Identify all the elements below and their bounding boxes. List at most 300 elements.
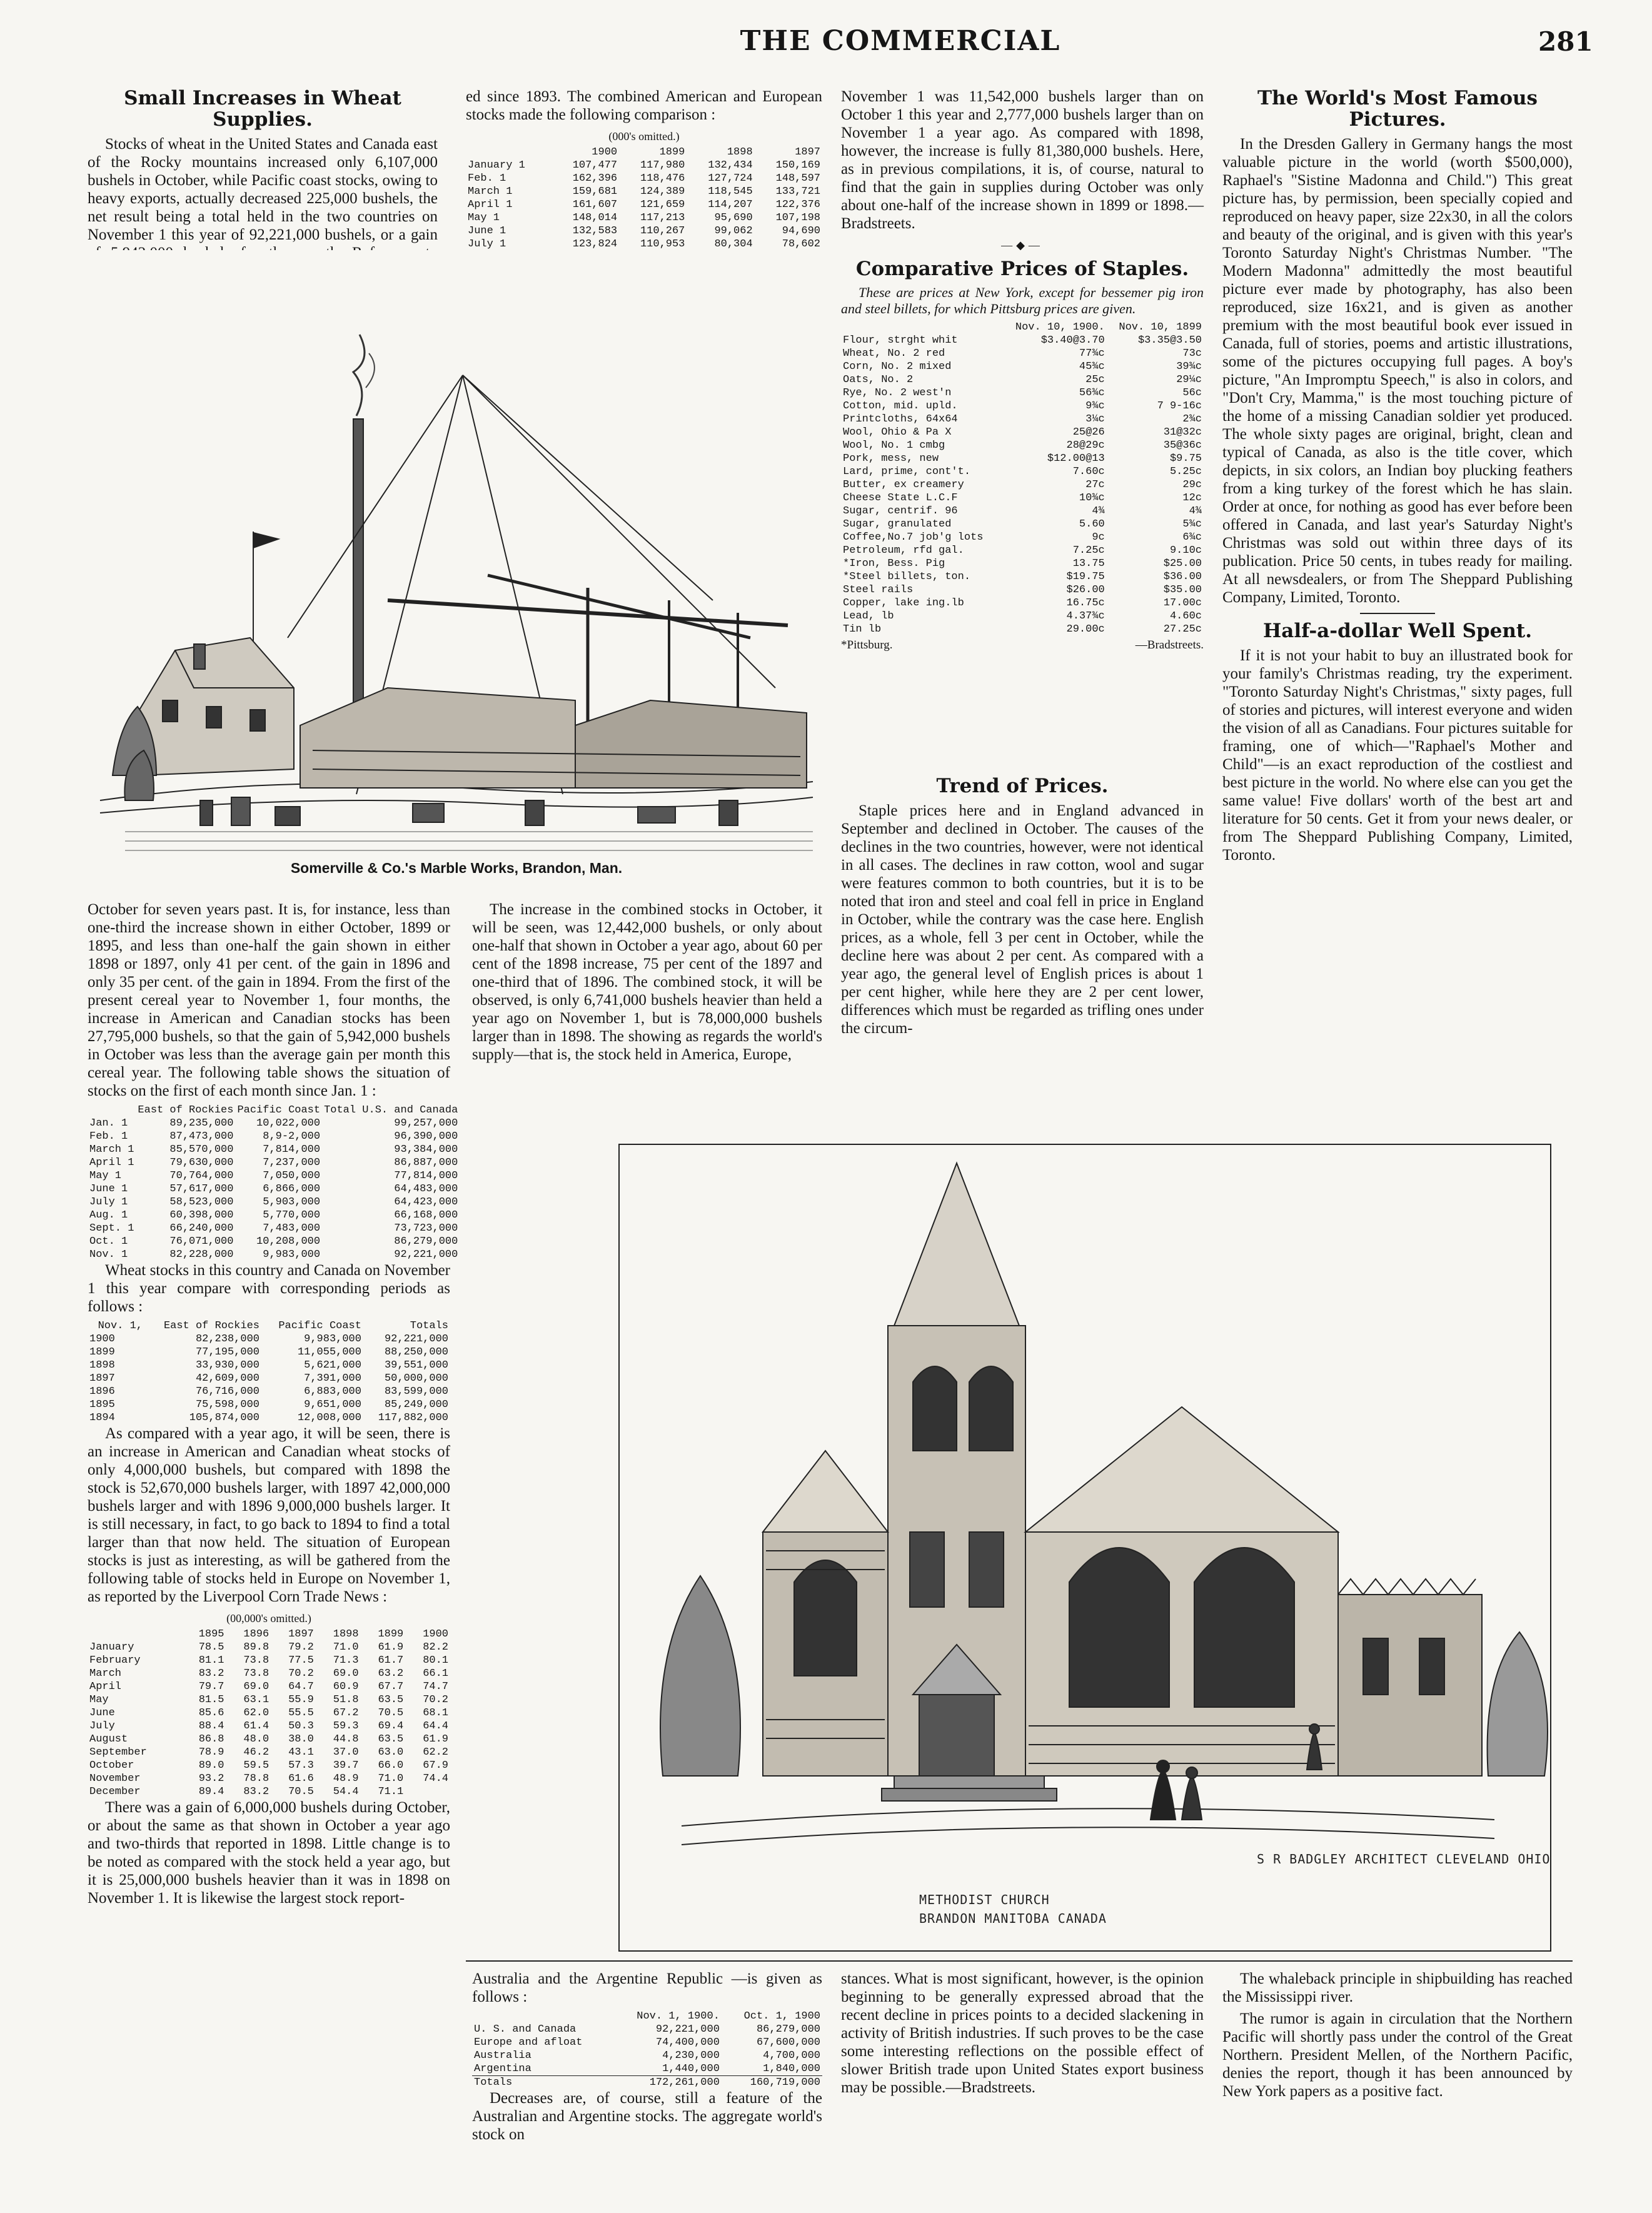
world-stock-body-1: Australia and the Argentine Republic —is given as follows :: [472, 1970, 822, 2005]
column-header: Nov. 10, 1900.: [1015, 321, 1105, 333]
table-row: [841, 610, 1204, 623]
table-cell: 1894: [89, 1412, 115, 1424]
wheat-bottom-body-2: Wheat stocks in this country and Canada on November 1 this year compare with corresponding periods as follows :: [88, 1262, 450, 1315]
table-row: [841, 531, 1204, 544]
table-row: [841, 452, 1204, 465]
table-cell: 117,213: [640, 212, 685, 224]
marble-works-caption: Somerville & Co.'s Marble Works, Brandon, Man.: [290, 860, 623, 876]
table-cell: June: [89, 1707, 115, 1719]
table-row: [88, 1680, 450, 1693]
world-stock-table: [472, 2010, 822, 2089]
table-cell: 67,600,000: [756, 2037, 820, 2049]
table-cell: 71.0: [378, 1773, 404, 1785]
column-header: Nov. 1,: [98, 1320, 143, 1332]
table-cell: 9c: [1092, 532, 1105, 543]
table-cell: 11,055,000: [297, 1346, 361, 1358]
headline-staples: Comparative Prices of Staples.: [855, 258, 1189, 280]
table-row: [841, 544, 1204, 557]
table-cell: 64,423,000: [394, 1196, 458, 1208]
table-row: [88, 1359, 450, 1372]
table-cell: 55.9: [288, 1694, 314, 1706]
table-cell: 78.8: [243, 1773, 269, 1785]
page-number: 281: [1538, 26, 1593, 57]
table-cell: 79.7: [198, 1681, 224, 1693]
table-cell: March 1: [89, 1144, 134, 1156]
table-row: [841, 465, 1204, 478]
monthly-stocks-table: [88, 1104, 460, 1261]
table-cell: 78,602: [782, 238, 820, 250]
table-cell: 7.60c: [1072, 466, 1105, 478]
table-row: [88, 1411, 450, 1424]
table-cell: 82.2: [423, 1641, 448, 1653]
table-cell: Steel rails: [843, 584, 914, 596]
table-cell: 39¾c: [1176, 361, 1202, 373]
table-cell: 28@29c: [1066, 440, 1105, 451]
table-row: [88, 1130, 460, 1143]
table-cell: 1899: [89, 1346, 115, 1358]
table-cell: Aug. 1: [89, 1209, 128, 1221]
table-cell: 94,690: [782, 225, 820, 237]
table-cell: 123,824: [572, 238, 618, 250]
table-cell: 9,983,000: [263, 1249, 321, 1261]
table-cell: 63.5: [378, 1694, 404, 1706]
table-cell: May 1: [89, 1170, 122, 1182]
table-cell: 63.1: [243, 1694, 269, 1706]
table-cell: 60.9: [333, 1681, 359, 1693]
table-cell: 69.0: [333, 1668, 359, 1680]
table-cell: 83,599,000: [384, 1386, 448, 1398]
staples-price-table: [841, 321, 1204, 636]
wheat-continued-body: November 1 was 11,542,000 bushels larger than on October 1 this year and 2,777,000 bushels larger than on November 1 a year ago. As compared with 1898, however, the increase is fully 81,380,000 bushels. Here, as in previous compilations, it is, of course, natural to find that the gain in supplies during October was only about one-half of the increase shown in 1899 or 1898.—Bradstreets.: [841, 88, 1204, 232]
column-header: Totals: [410, 1320, 448, 1332]
table-cell: 110,267: [640, 225, 685, 237]
table-body: [88, 1641, 450, 1798]
table-row: [466, 224, 822, 238]
masthead-title: THE COMMERCIAL: [740, 25, 1061, 57]
wheat-bottom-body-4: There was a gain of 6,000,000 bushels during October, or about the same as that shown in October a year ago and two-thirds that reported in 1898. Little change is to be noted as compared with the stock held a year ago, but it is 25,000,000 bushels heavier than it was in 1898 on November 1. It is likewise the largest stock report-: [88, 1799, 450, 1907]
table-cell: 58,523,000: [169, 1196, 234, 1208]
table-cell: Petroleum, rfd gal.: [843, 545, 964, 557]
table-cell: 35@36c: [1163, 440, 1202, 451]
table-row: [88, 1693, 450, 1706]
table-cell: 150,169: [775, 159, 820, 171]
headline-half-dollar: Half-a-dollar Well Spent.: [1262, 620, 1533, 642]
headline-famous-pictures: The World's Most Famous Pictures.: [1257, 87, 1538, 131]
headline-wheat-supplies: Small Increases in Wheat Supplies.: [124, 87, 401, 131]
table-body: [472, 2023, 822, 2076]
table-cell: 1898: [89, 1359, 115, 1371]
table-cell: 44.8: [333, 1733, 359, 1745]
section-rule: [1360, 613, 1435, 614]
table-row: [472, 2036, 822, 2049]
table-row: [841, 491, 1204, 505]
table-cell: 67.7: [378, 1681, 404, 1693]
table-cell: 50.3: [288, 1720, 314, 1732]
column-header: [88, 1628, 181, 1641]
table-cell: Butter, ex creamery: [843, 479, 964, 491]
article-wheat-continued: [841, 88, 1204, 769]
table-row: [841, 334, 1204, 347]
table-body: [88, 1117, 460, 1261]
table-cell: 51.8: [333, 1694, 359, 1706]
table-cell: 122,376: [775, 199, 820, 211]
table-cell: 27.25c: [1163, 623, 1202, 635]
table-cell: 7,391,000: [304, 1373, 361, 1384]
table-cell: 92,221,000: [394, 1249, 458, 1261]
table-cell: $36.00: [1163, 571, 1202, 583]
article-brief-notes: [1222, 1970, 1573, 2176]
table-cell: 92,221,000: [655, 2024, 720, 2035]
table-cell: Feb. 1: [468, 173, 506, 184]
table-cell: July 1: [468, 238, 506, 250]
table-cell: 64,483,000: [394, 1183, 458, 1195]
table-cell: February: [89, 1655, 141, 1666]
table-cell: 160,719,000: [750, 2077, 820, 2089]
table-cell: 5.25c: [1169, 466, 1202, 478]
table-header-row: [841, 321, 1204, 334]
combined-stocks-body: ed since 1893. The combined American and European stocks made the following comparison :: [466, 88, 822, 123]
table-cell: 7,814,000: [263, 1144, 321, 1156]
table-cell: 29.00c: [1066, 623, 1105, 635]
table-cell: January 1: [468, 159, 525, 171]
column-header: [472, 2010, 613, 2023]
table-cell: 66,240,000: [169, 1222, 234, 1234]
article-famous-pictures: [1222, 88, 1573, 1126]
table-cell: 89.4: [198, 1786, 224, 1798]
table-cell: Coffee,No.7 job'g lots: [843, 532, 984, 543]
table-cell: 88,250,000: [384, 1346, 448, 1358]
table-row: [841, 386, 1204, 400]
table-row: [841, 505, 1204, 518]
table-cell: 83.2: [243, 1786, 269, 1798]
table-cell: $26.00: [1066, 584, 1105, 596]
table-cell: 78.9: [198, 1747, 224, 1758]
table-row: [88, 1641, 450, 1654]
table-row: [88, 1398, 450, 1411]
table-cell: 8,9-2,000: [263, 1131, 321, 1142]
table-cell: 70,764,000: [169, 1170, 234, 1182]
table-cell: 5¾c: [1182, 518, 1202, 530]
table-cell: 81.5: [198, 1694, 224, 1706]
table-row: [88, 1222, 460, 1235]
table-cell: 107,477: [572, 159, 618, 171]
table-cell: 45¾c: [1079, 361, 1105, 373]
church-caption-line-1: METHODIST CHURCH: [919, 1892, 1050, 1907]
column-header: Nov. 1, 1900.: [637, 2010, 720, 2022]
table-cell: 79,630,000: [169, 1157, 234, 1169]
table-cell: *Iron, Bess. Pig: [843, 558, 945, 570]
table-cell: U. S. and Canada: [474, 2024, 577, 2035]
wheat-supplies-body: Stocks of wheat in the United States and Canada east of the Rocky mountains increased only 6,107,000 bushels in October, while Pacific coast stocks, owing to heavy exports, actually decreased 225,000 bushels, the net result being a total held in the two countries on November 1 this year of 92,221,000 bushels, or a gain: [88, 136, 438, 243]
trend-conclusion-body: stances. What is most significant, however, is the opinion beginning to be generally expressed abroad that the recent decline in prices points to a decided slackening in activity of British industries. If such proves to be the case some interesting reflections on the possible effect of slower British trade upon United States export business may be possible.—Bradstreets.: [841, 1970, 1204, 2096]
table-row: [88, 1772, 450, 1785]
table-cell: 74,400,000: [655, 2037, 720, 2049]
table-cell: $3.40@3.70: [1040, 335, 1105, 346]
table-cell: 29c: [1182, 479, 1202, 491]
half-dollar-body: If it is not your habit to buy an illustrated book for your family's Christmas reading, try the experiment. "Toronto Saturday Night's Christmas," sixty pages, full of stories and pictures, will interest everyone and widen the vision of all as Canadians. Four pictures suitable for framing, one of which—"Raphael's Mother and Child"—is an exact reproduction of the costliest and best picture in the world. No where else can you get the same value! Five dollars' worth of the best art and literature for 50 cents. Get it from your news dealer, or from The Sheppard Publishing Company, Limited, Toronto.: [1222, 647, 1573, 864]
table-cell: 25c: [1085, 374, 1105, 386]
table-cell: 2¾c: [1182, 413, 1202, 425]
table-cell: June 1: [89, 1183, 128, 1195]
table-cell: 96,390,000: [394, 1131, 458, 1142]
table-cell: 63.2: [378, 1668, 404, 1680]
table-cell: 6,883,000: [304, 1386, 361, 1398]
table-cell: 85.6: [198, 1707, 224, 1719]
wheat-bottom-body-3: As compared with a year ago, it will be seen, there is an increase in American and Canadian wheat stocks of only 4,000,000 bushels, but compared with 1898 the stock is 52,670,000 bushels larger, with 1897 42,000,000 bushels larger and with 1896 9,000,000 bushels larger. It is still necessary, in fact, to go back to 1894 to find a total larger than that now held. The situation of European stocks is just as interesting, as will be gathered from the following table of stocks held in Europe on November 1, as reported by the Liverpool Corn Trade News :: [88, 1425, 450, 1605]
table-cell: 7,483,000: [263, 1222, 321, 1234]
table-cell: 27c: [1085, 479, 1105, 491]
table-cell: $12.00@13: [1047, 453, 1105, 465]
table-cell: December: [89, 1786, 141, 1798]
table-row: [88, 1372, 450, 1385]
table-cell: $9.75: [1169, 453, 1202, 465]
table-cell: 66,168,000: [394, 1209, 458, 1221]
column-header: Nov. 10, 1899: [1119, 321, 1202, 333]
bottom-rule: [466, 1960, 1573, 1962]
table-row: [88, 1706, 450, 1720]
table-cell: 159,681: [572, 186, 618, 198]
article-world-stock: [472, 1970, 822, 2182]
table-row: [841, 623, 1204, 636]
table-cell: 89.8: [243, 1641, 269, 1653]
table-cell: 87,473,000: [169, 1131, 234, 1142]
table-cell: 114,207: [708, 199, 753, 211]
table-cell: 118,476: [640, 173, 685, 184]
table-cell: Lard, prime, cont't.: [843, 466, 971, 478]
column-header: Oct. 1, 1900: [743, 2010, 820, 2022]
november-stocks-table: [88, 1319, 450, 1424]
table-cell: Tin lb: [843, 623, 882, 635]
table-cell: 85,570,000: [169, 1144, 234, 1156]
table-cell: 9,983,000: [304, 1333, 361, 1345]
table-row: [88, 1333, 450, 1346]
column-header: East of Rockies: [163, 1320, 259, 1332]
table-cell: Sugar, granulated: [843, 518, 952, 530]
table-row: [841, 413, 1204, 426]
table-cell: [405, 1785, 450, 1798]
table-cell: 62.2: [423, 1747, 448, 1758]
table-cell: 66.1: [423, 1668, 448, 1680]
table-cell: 1,440,000: [662, 2063, 720, 2075]
table-cell: 48.0: [243, 1733, 269, 1745]
table-cell: 1897: [89, 1373, 115, 1384]
table-cell: 7.25c: [1072, 545, 1105, 557]
table-cell: 73,723,000: [394, 1222, 458, 1234]
table-cell: 64.4: [423, 1720, 448, 1732]
table-cell: Sept. 1: [89, 1222, 134, 1234]
table-cell: 76,071,000: [169, 1236, 234, 1248]
table-cell: April 1: [468, 199, 513, 211]
table-row: [88, 1209, 460, 1222]
world-stock-body-2: Decreases are, of course, still a feature of the Australian and Argentine stocks. The aggregate world's stock on: [472, 2090, 822, 2143]
table-row: [88, 1385, 450, 1398]
table-body: [88, 1333, 450, 1424]
table-cell: 57,617,000: [169, 1183, 234, 1195]
table-cell: 61.9: [423, 1733, 448, 1745]
staples-intro: These are prices at New York, except for bessemer pig iron and steel billets, for which Pittsburg prices are given.: [841, 285, 1204, 316]
table-row: [88, 1667, 450, 1680]
table-cell: 86,279,000: [756, 2024, 820, 2035]
table-note: (000's omitted.): [608, 130, 680, 143]
table-row: [841, 518, 1204, 531]
table-cell: 124,389: [640, 186, 685, 198]
table-cell: 69.4: [378, 1720, 404, 1732]
table-row: [841, 439, 1204, 452]
table-cell: 74.7: [423, 1681, 448, 1693]
column-header: Total U.S. and Canada: [324, 1104, 458, 1116]
table-cell: 95,690: [714, 212, 753, 224]
table-cell: 4,700,000: [763, 2050, 820, 2062]
table-cell: 89.0: [198, 1760, 224, 1772]
table-note: (00,000's omitted.): [226, 1612, 311, 1625]
table-cell: Cheese State L.C.F: [843, 492, 958, 504]
table-row: [88, 1248, 460, 1261]
table-cell: 82,228,000: [169, 1249, 234, 1261]
table-cell: $25.00: [1163, 558, 1202, 570]
table-cell: 4¾: [1189, 505, 1202, 517]
table-cell: 6,866,000: [263, 1183, 321, 1195]
table-cell: 50,000,000: [384, 1373, 448, 1384]
northern-pacific-note: The rumor is again in circulation that the Northern Pacific will shortly pass under the control of the Great Northern. President Mellen, of the Northern Pacific, denies the report, though it has been announced by New York papers as a positive fact.: [1222, 2010, 1573, 2100]
table-cell: 1895: [89, 1399, 115, 1411]
table-row: [841, 347, 1204, 360]
table-cell: Nov. 1: [89, 1249, 128, 1261]
table-cell: 121,659: [640, 199, 685, 211]
table-cell: March 1: [468, 186, 513, 198]
table-cell: 7 9-16c: [1157, 400, 1202, 412]
table-cell: 93,384,000: [394, 1144, 458, 1156]
column-header: 1897: [288, 1628, 314, 1640]
table-cell: Wool, Ohio & Pa X: [843, 426, 952, 438]
table-cell: 86,279,000: [394, 1236, 458, 1248]
table-cell: 4.60c: [1169, 610, 1202, 622]
table-cell: April 1: [89, 1157, 134, 1169]
totals-row: [472, 2076, 822, 2090]
table-cell: 66.0: [378, 1760, 404, 1772]
headline-trend-of-prices: Trend of Prices.: [936, 775, 1109, 797]
table-cell: 31@32c: [1163, 426, 1202, 438]
table-row: [466, 238, 822, 251]
table-row: [841, 400, 1204, 413]
table-cell: Cotton, mid. upld.: [843, 400, 958, 412]
table-row: [472, 2062, 822, 2076]
table-row: [466, 185, 822, 198]
table-cell: March: [89, 1668, 122, 1680]
table-row: [466, 172, 822, 185]
table-cell: July: [89, 1720, 115, 1732]
table-cell: 39,551,000: [384, 1359, 448, 1371]
table-cell: Wheat, No. 2 red: [843, 348, 945, 360]
table-cell: Printcloths, 64x64: [843, 413, 958, 425]
table-cell: 92,221,000: [384, 1333, 448, 1345]
table-row: [88, 1156, 460, 1169]
table-cell: January: [89, 1641, 134, 1653]
marble-works-illustration: [88, 250, 825, 888]
article-wheat-continued-bottom: [88, 900, 458, 2182]
table-header-row: [88, 1319, 450, 1333]
table-cell: 73c: [1182, 348, 1202, 360]
column-header: 1897: [795, 146, 820, 158]
table-cell: May: [89, 1694, 109, 1706]
table-cell: 76,716,000: [195, 1386, 259, 1398]
table-cell: 12,008,000: [297, 1412, 361, 1424]
table-cell: 25@26: [1072, 426, 1105, 438]
table-cell: 37.0: [333, 1747, 359, 1758]
table-row: [841, 570, 1204, 583]
church-engraving: [619, 1144, 1551, 1951]
table-cell: 59.3: [333, 1720, 359, 1732]
column-header: 1898: [727, 146, 753, 158]
table-cell: 70.2: [423, 1694, 448, 1706]
table-cell: 80,304: [714, 238, 753, 250]
table-row: [472, 2049, 822, 2062]
table-cell: 81.1: [198, 1655, 224, 1666]
table-cell: Argentina: [474, 2063, 531, 2075]
table-header-row: [88, 1628, 450, 1641]
section-divider: —◆—: [1001, 239, 1044, 251]
table-cell: 4,230,000: [662, 2050, 720, 2062]
architect-signature: S R BADGLEY ARCHITECT CLEVELAND OHIO: [1257, 1852, 1551, 1867]
table-cell: 12c: [1182, 492, 1202, 504]
table-cell: *Steel billets, ton.: [843, 571, 971, 583]
table-cell: April: [89, 1681, 122, 1693]
staples-footer: [841, 636, 1204, 654]
table-row: [841, 478, 1204, 491]
table-cell: 77¾c: [1079, 348, 1105, 360]
table-cell: 148,597: [775, 173, 820, 184]
table-cell: 67.2: [333, 1707, 359, 1719]
table-row: [472, 2023, 822, 2036]
table-cell: November: [89, 1773, 141, 1785]
table-row: [88, 1196, 460, 1209]
table-cell: 132,583: [572, 225, 618, 237]
column-header: 1898: [333, 1628, 359, 1640]
table-cell: 63.0: [378, 1747, 404, 1758]
table-cell: 71.3: [333, 1655, 359, 1666]
table-cell: 61.9: [378, 1641, 404, 1653]
table-cell: 75,598,000: [195, 1399, 259, 1411]
table-cell: 7,237,000: [263, 1157, 321, 1169]
table-cell: 7,050,000: [263, 1170, 321, 1182]
table-cell: 54.4: [333, 1786, 359, 1798]
table-cell: 71.1: [378, 1786, 404, 1798]
table-cell: 42,609,000: [195, 1373, 259, 1384]
table-cell: 5,903,000: [263, 1196, 321, 1208]
table-cell: 133,721: [775, 186, 820, 198]
table-row: [88, 1746, 450, 1759]
table-cell: 73.8: [243, 1655, 269, 1666]
table-row: [841, 426, 1204, 439]
table-cell: 117,980: [640, 159, 685, 171]
table-cell: 6¾c: [1182, 532, 1202, 543]
table-cell: 63.5: [378, 1733, 404, 1745]
table-cell: Corn, No. 2 mixed: [843, 361, 952, 373]
column-header: 1899: [659, 146, 685, 158]
table-cell: 67.9: [423, 1760, 448, 1772]
table-cell: 57.3: [288, 1760, 314, 1772]
table-cell: Sugar, centrif. 96: [843, 505, 958, 517]
table-cell: 83.2: [198, 1668, 224, 1680]
table-body: [841, 334, 1204, 636]
table-cell: 10,022,000: [256, 1117, 321, 1129]
table-cell: 78.5: [198, 1641, 224, 1653]
table-cell: 74.4: [423, 1773, 448, 1785]
table-cell: 117,882,000: [378, 1412, 448, 1424]
column-header: [88, 1104, 136, 1117]
table-cell: Feb. 1: [89, 1131, 128, 1142]
article-combined-increase: [472, 900, 822, 1107]
table-row: [88, 1654, 450, 1667]
